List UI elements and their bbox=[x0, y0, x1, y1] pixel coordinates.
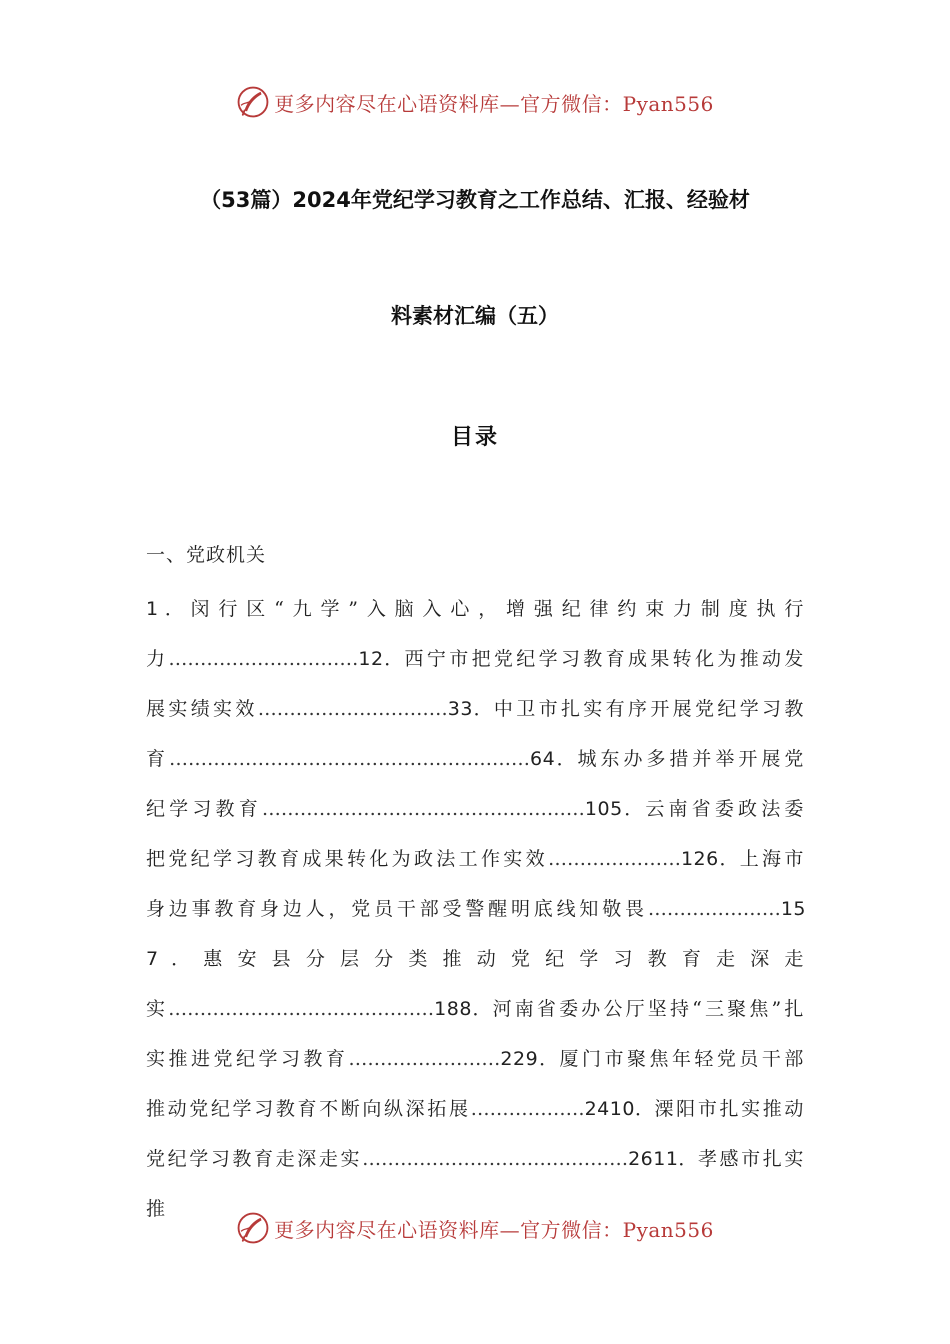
toc-entry-leader-dots: ………………… bbox=[647, 898, 781, 920]
toc-entry-number: 11． bbox=[653, 1148, 698, 1170]
toc-entry-number: 8． bbox=[459, 998, 493, 1020]
toc-entry-page: 18 bbox=[434, 998, 460, 1020]
toc-entry-title: 城东办多措并举开展党纪学习教育 bbox=[146, 748, 806, 820]
toc-entry-page: 24 bbox=[584, 1098, 610, 1120]
toc-entry-title: 西宁市把党纪学习教育成果转化为推动发展实绩实效 bbox=[146, 648, 806, 720]
toc-entry-number: 5． bbox=[610, 798, 646, 820]
toc-entry-title: 云南省委政法委把党纪学习教育成果转化为政法工作实效 bbox=[146, 798, 806, 870]
toc-entry-page: 10 bbox=[584, 798, 611, 820]
toc-section-label: 一、党政机关 bbox=[146, 544, 267, 566]
header-banner-text: 更多内容尽在心语资料库—官方微信：Pyan556 bbox=[274, 91, 714, 116]
footer-banner-text: 更多内容尽在心语资料库—官方微信：Pyan556 bbox=[274, 1217, 714, 1242]
toc-entry-page: 6 bbox=[530, 748, 543, 770]
toc-entry-number: 4． bbox=[542, 748, 578, 770]
toc-entry-page: 1 bbox=[358, 648, 371, 670]
document-title-line-2: 料素材汇编（五） bbox=[391, 304, 559, 328]
toc-entry-title: 河南省委办公厅坚持“三聚焦”扎实推进党纪学习教育 bbox=[146, 998, 806, 1070]
toc-list bbox=[146, 584, 806, 1234]
header-banner bbox=[0, 82, 950, 122]
toc-entry-number: 1． bbox=[146, 598, 191, 620]
quill-pen-logo-icon bbox=[236, 1211, 270, 1245]
toc-entry-leader-dots: …………………… bbox=[348, 1048, 501, 1070]
toc-entry-title: 上海市身边事教育身边人，党员干部受警醒明底线知敬畏 bbox=[146, 848, 806, 920]
toc-entry-leader-dots: …………………………………… bbox=[362, 1148, 629, 1170]
toc-entry-title: 溧阳市扎实推动党纪学习教育走深走实 bbox=[146, 1098, 806, 1170]
toc-entry-number: 2． bbox=[370, 648, 405, 670]
toc-entry-number: 9． bbox=[525, 1048, 560, 1070]
toc-entry-title: 孝感市扎实推 bbox=[146, 1148, 806, 1220]
toc-entry-leader-dots: ……………… bbox=[470, 1098, 585, 1120]
toc-entry-number: 6． bbox=[706, 848, 740, 870]
toc-heading: 目录 bbox=[450, 425, 499, 450]
quill-pen-logo-icon bbox=[236, 85, 270, 119]
toc-entry-leader-dots: …………………………………… bbox=[168, 998, 435, 1020]
footer-banner bbox=[0, 1208, 950, 1248]
toc-entry-number: 7． bbox=[146, 948, 204, 970]
toc-entry-title: 厦门市聚焦年轻党员干部推动党纪学习教育不断向纵深拓展 bbox=[146, 1048, 806, 1120]
toc-entry-title: 惠安县分层分类推动党纪学习教育走深走实 bbox=[146, 948, 806, 1020]
toc-entry-leader-dots: ………………………… bbox=[168, 648, 359, 670]
toc-entry-title: 中卫市扎实有序开展党纪学习教育 bbox=[146, 698, 806, 770]
toc-entry-title: 闵行区“九学”入脑入心，增强纪律约束力制度执行力 bbox=[146, 598, 806, 670]
toc-entry-page: 15 bbox=[780, 898, 806, 920]
toc-entry-number: 3． bbox=[460, 698, 494, 720]
toc-entry-page: 22 bbox=[500, 1048, 526, 1070]
toc-entry-leader-dots: ………………………………………………… bbox=[169, 748, 530, 770]
toc-entry-page: 3 bbox=[447, 698, 461, 720]
toc-entry-page: 26 bbox=[628, 1148, 654, 1170]
toc-entry-leader-dots: …………………………………………… bbox=[261, 798, 585, 820]
toc-entry-leader-dots: ………………………… bbox=[257, 698, 448, 720]
toc-entry-number: 10． bbox=[609, 1098, 655, 1120]
document-title-line-1: （53篇）2024年党纪学习教育之工作总结、汇报、经验材 bbox=[200, 188, 750, 212]
toc-entry-page: 12 bbox=[680, 848, 707, 870]
toc-entry-leader-dots: ………………… bbox=[547, 848, 681, 870]
